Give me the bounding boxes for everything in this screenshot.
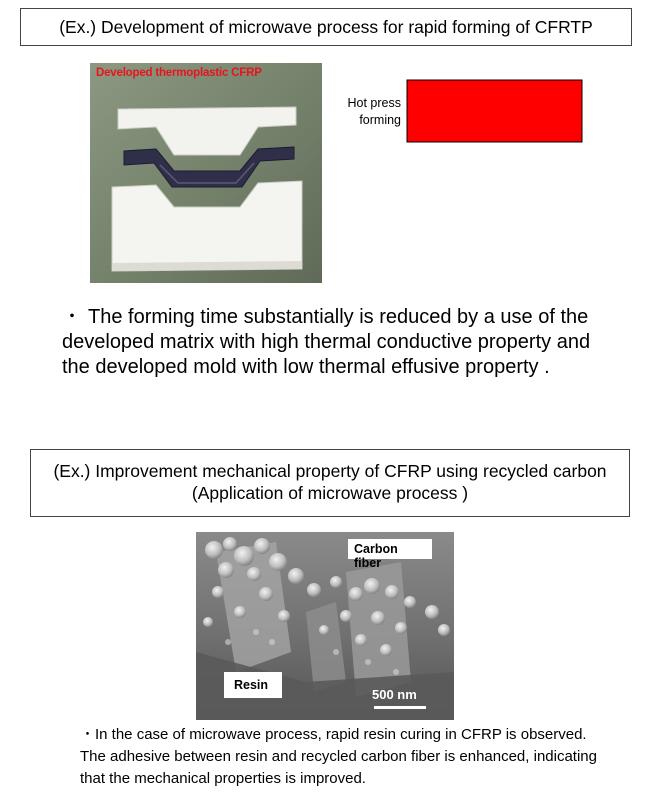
section1-bullet <box>62 305 602 380</box>
section2-title-box <box>30 449 630 517</box>
sem-image <box>196 532 454 720</box>
section2-title: (Ex.) Improvement mechanical property of CFRP using recycled carbon (Application of microwave process ) <box>53 461 607 503</box>
section2-bullet: ・In the case of microwave process, rapid resin curing in CFRP is observed. The adhesive between resin and recycled carbon fiber is enhanced, indicating that the mechanical properties is improved. <box>80 726 597 787</box>
bars <box>407 80 582 142</box>
bar <box>407 80 582 142</box>
photo-label: Developed thermoplastic CFRP <box>96 67 262 79</box>
category-label: Hot press forming <box>347 96 401 127</box>
cfrp-mold-photo <box>90 63 322 283</box>
section1-bullet-text: The forming time substantially is reduced by a use of the developed matrix with high thermal conductive property and the developed mold with low thermal effusive property . <box>62 306 591 378</box>
resin-label: Resin <box>224 672 282 698</box>
processing-time-chart <box>325 66 615 288</box>
bullet-marker: ・ <box>62 306 82 328</box>
scale-bar <box>374 706 426 709</box>
section1-title-box <box>20 8 632 46</box>
section1-title: (Ex.) Development of microwave process for rapid forming of CFRTP <box>59 17 593 37</box>
cfrp-mold-illustration <box>90 63 322 283</box>
carbon-fiber-label: Carbon fiber <box>348 539 432 559</box>
category-labels <box>348 96 402 127</box>
scale-bar-label: 500 nm <box>372 687 417 702</box>
